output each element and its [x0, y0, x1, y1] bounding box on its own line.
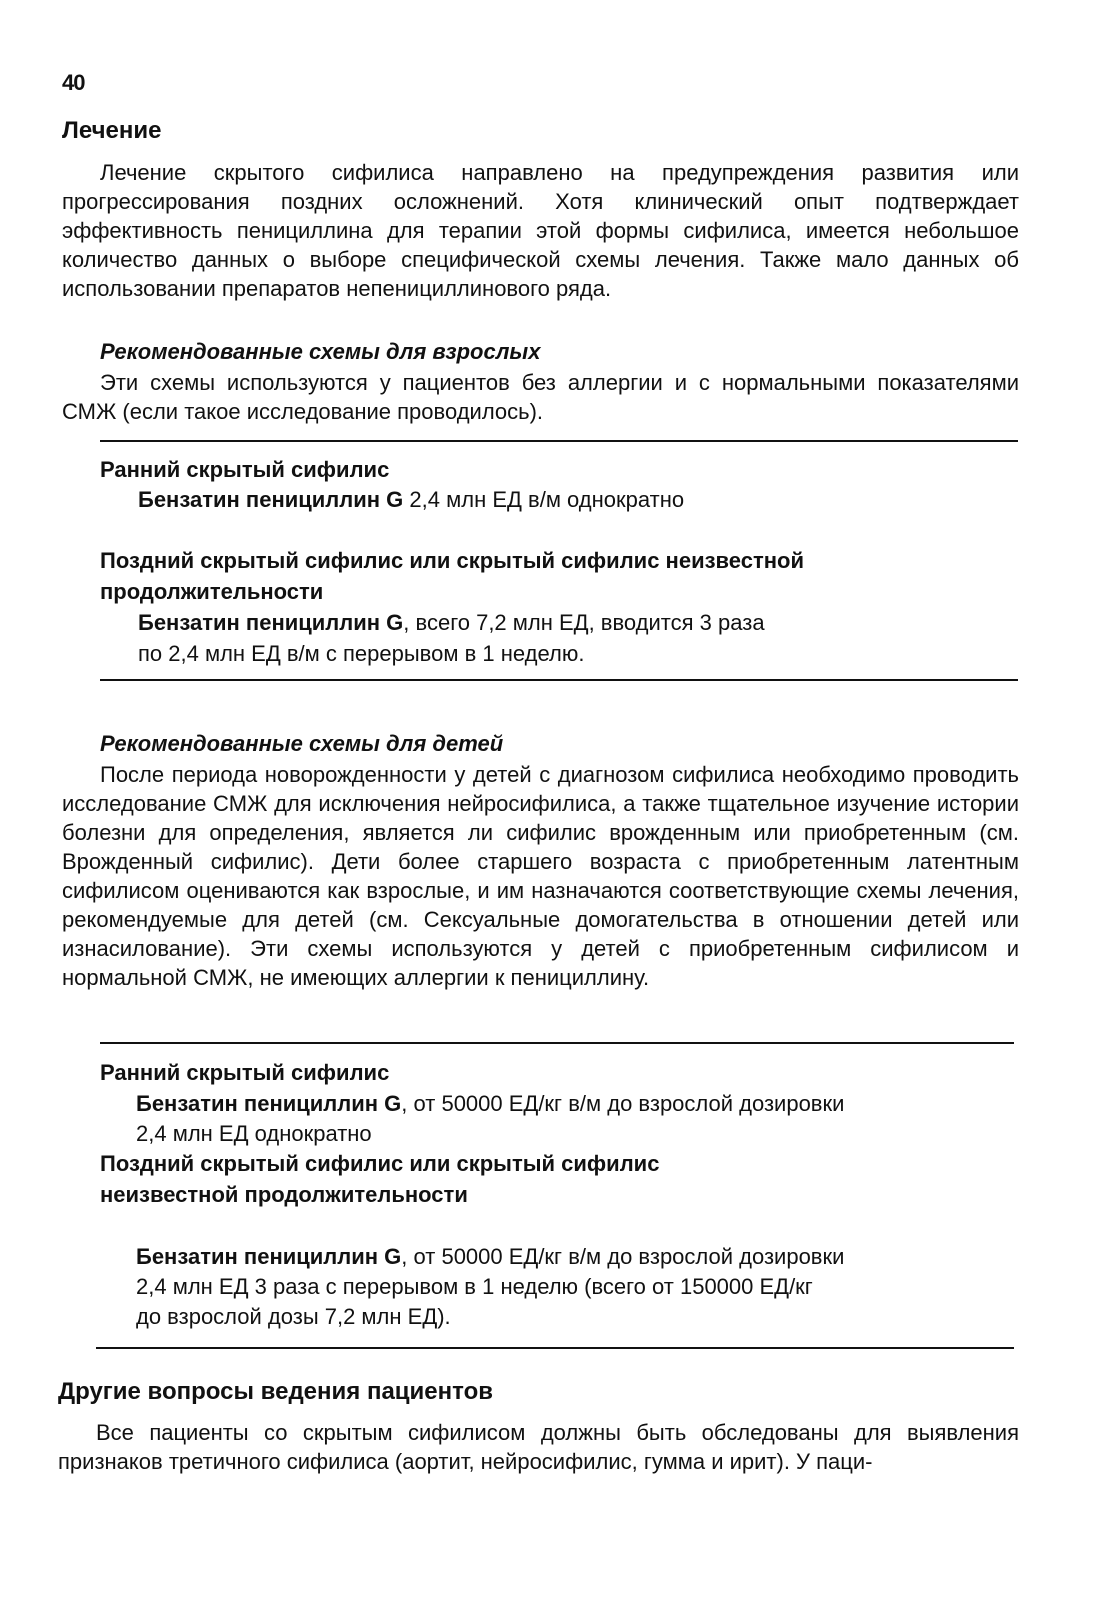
adults-late-latent-title-line1: Поздний скрытый сифилис или скрытый сифилис неизвестной [100, 548, 804, 573]
adults-paragraph: Эти схемы используются у пациентов без аллергии и с нормальными показателями СМЖ (если такое исследование проводилось). [62, 370, 1019, 424]
children-late-latent-title-line1: Поздний скрытый сифилис или скрытый сифилис [100, 1151, 660, 1176]
children-late-dose-1: , от 50000 ЕД/кг в/м до взрослой дозировки [401, 1244, 845, 1269]
children-box-bottom-rule [96, 1347, 1014, 1349]
children-box-top-rule [100, 1042, 1014, 1044]
adults-late-latent-regimen-line1 [138, 608, 765, 638]
children-late-regimen-line3: до взрослой дозы 7,2 млн ЕД). [136, 1304, 451, 1329]
adults-early-latent-regimen [138, 485, 684, 515]
other-issues-paragraph: Все пациенты со скрытым сифилисом должны быть обследованы для выявления признаков третичного сифилиса (аортит, нейросифилис, гумма и ирит). У паци- [58, 1420, 1019, 1474]
children-early-regimen-line2: 2,4 млн ЕД однократно [136, 1121, 372, 1146]
adults-box-bottom-rule [100, 679, 1018, 681]
children-early-dose-1: , от 50000 ЕД/кг в/м до взрослой дозировки [401, 1091, 845, 1116]
children-early-drug: Бензатин пенициллин G [136, 1091, 402, 1116]
children-late-drug: Бензатин пенициллин G [136, 1244, 402, 1269]
children-early-latent-title: Ранний скрытый сифилис [100, 1060, 390, 1085]
treatment-intro-paragraph: Лечение скрытого сифилиса направлено на предупреждения развития или прогрессирования поздних осложнений. Хотя клинический опыт подтверждает эффективность пенициллина для терапии этой формы сифилиса, имеется небольшое количество данных о выборе специфической схемы лечения. Также мало данных об использовании препаратов непенициллинового ряда. [62, 160, 1019, 301]
children-late-latent-title-line2: неизвестной продолжительности [100, 1182, 468, 1207]
adults-early-latent-title: Ранний скрытый сифилис [100, 457, 390, 482]
adults-early-dose: 2,4 млн ЕД в/м однократно [403, 487, 685, 512]
adults-late-dose-1: , всего 7,2 млн ЕД, вводится 3 раза [403, 610, 765, 635]
children-paragraph: После периода новорожденности у детей с диагнозом сифилиса необходимо проводить исследование СМЖ для исключения нейросифилиса, а также тщательное изучение истории болезни для определения, является ли сифилис врожденным или приобретенным (см. Врожденный сифилис). Дети более старшего возраста с приобретенным латентным сифилисом оцениваются как взрослые, и им назначаются соответствующие схемы лечения, рекомендуемые для детей (см. Сексуальные домогательства в отношении детей или изнасилование). Эти схемы используются у детей с приобретенным сифилисом и нормальной СМЖ, не имеющих аллергии к пенициллину. [62, 762, 1019, 990]
adults-subheading: Рекомендованные схемы для взрослых [100, 339, 541, 364]
adults-late-drug: Бензатин пенициллин G [138, 610, 404, 635]
page-number: 40 [62, 70, 85, 95]
treatment-heading: Лечение [62, 117, 162, 144]
children-early-regimen-line1 [136, 1089, 844, 1119]
other-issues-heading: Другие вопросы ведения пациентов [58, 1378, 493, 1405]
children-late-regimen-line1 [136, 1242, 844, 1272]
adults-early-drug: Бензатин пенициллин G [138, 487, 404, 512]
adults-late-latent-title-line2: продолжительности [100, 579, 324, 604]
adults-box-top-rule [100, 440, 1018, 442]
adults-late-latent-regimen-line2: по 2,4 млн ЕД в/м с перерывом в 1 неделю. [138, 641, 585, 666]
children-subheading: Рекомендованные схемы для детей [100, 731, 504, 756]
children-late-regimen-line2: 2,4 млн ЕД 3 раза с перерывом в 1 неделю (всего от 150000 ЕД/кг [136, 1274, 813, 1299]
